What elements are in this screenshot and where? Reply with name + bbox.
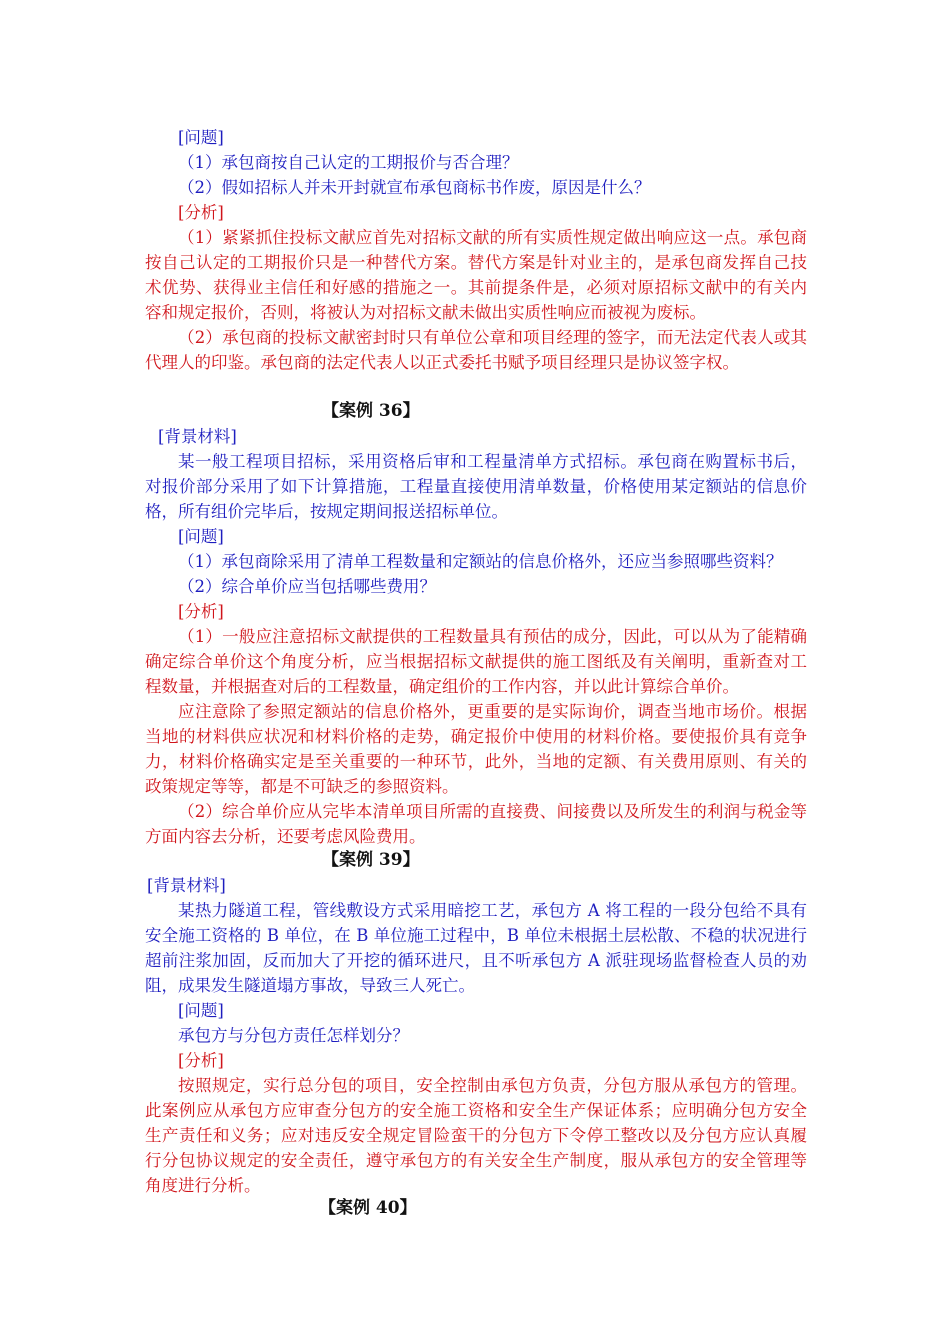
background-line: 超前注浆加固，反而加大了开挖的循环进尺，且不听承包方 A 派驻现场监督检查人员的劝: [145, 951, 807, 970]
case-39-heading: 【案例 39】: [322, 850, 420, 870]
question-2: （2）综合单价应当包括哪些费用？: [178, 577, 436, 596]
question-2: （2）假如招标人并未开封就宣布承包商标书作废，原因是什么？: [178, 178, 651, 197]
analysis-line: 按照规定，实行总分包的项目，安全控制由承包方负责，分包方服从承包方的管理。: [178, 1076, 807, 1095]
analysis-line: 行分包协议规定的安全责任，遵守承包方的有关安全生产制度，服从承包方的安全管理等: [145, 1151, 807, 1170]
analysis-1-line: 按自己认定的工期报价只是一种替代方案。替代方案是针对业主的，是承包商发挥自己技: [145, 253, 807, 272]
analysis-1-line: 术优势、获得业主信任和好感的措施之一。其前提条件是，必须对原招标文献中的有关内: [145, 278, 807, 297]
case-40-heading: 【案例 40】: [319, 1198, 417, 1218]
background-label: [背景材料]: [147, 876, 226, 895]
background-line: 安全施工资格的 B 单位，在 B 单位施工过程中，B 单位未根据土层松散、不稳的状况进行: [145, 926, 807, 945]
analysis-1b-line: 应注意除了参照定额站的信息价格外，更重要的是实际询价，调查当地市场价。根据: [178, 702, 807, 721]
analysis-2-line: （2）综合单价应从完毕本清单项目所需的直接费、间接费以及所发生的利润与税金等: [178, 802, 807, 821]
analysis-line: 此案例应从承包方应审查分包方的安全施工资格和安全生产保证体系；应明确分包方安全: [145, 1101, 807, 1120]
question-1: （1）承包商除采用了清单工程数量和定额站的信息价格外，还应当参照哪些资料？: [178, 552, 783, 571]
background-line: 某一般工程项目招标，采用资格后审和工程量清单方式招标。承包商在购置标书后，: [178, 452, 807, 471]
analysis-1-line: 程数量，并根据查对后的工程数量，确定组价的工作内容，并以此计算综合单价。: [145, 677, 739, 696]
background-label: [背景材料]: [158, 427, 237, 446]
analysis-2-line: 代理人的印鉴。承包商的法定代表人以正式委托书赋予项目经理只是协议签字权。: [145, 353, 739, 372]
analysis-2-line: （2）承包商的投标文献密封时只有单位公章和项目经理的签字，而无法定代表人或其: [178, 328, 807, 347]
question-label: [问题]: [178, 527, 224, 546]
analysis-1-line: （1）一般应注意招标文献提供的工程数量具有预估的成分，因此，可以从为了能精确: [178, 627, 807, 646]
question-label: [问题]: [178, 1001, 224, 1020]
background-line: 阻，成果发生隧道塌方事故，导致三人死亡。: [145, 976, 475, 995]
analysis-1-line: （1）紧紧抓住投标文献应首先对招标文献的所有实质性规定做出响应这一点。承包商: [178, 228, 807, 247]
question-label: [问题]: [178, 128, 224, 147]
analysis-1b-line: 力，材料价格确实定是至关重要的一种环节，此外，当地的定额、有关费用原则、有关的: [145, 752, 807, 771]
analysis-line: 生产责任和义务；应对违反安全规定冒险蛮干的分包方下令停工整改以及分包方应认真履: [145, 1126, 807, 1145]
question-1: （1）承包商按自己认定的工期报价与否合理？: [178, 153, 519, 172]
analysis-1b-line: 政策规定等等，都是不可缺乏的参照资料。: [145, 777, 459, 796]
background-line: 格，所有组价完毕后，按规定期间报送招标单位。: [145, 502, 508, 521]
analysis-1-line: 确定综合单价这个角度分析，应当根据招标文献提供的施工图纸及有关阐明，重新查对工: [145, 652, 807, 671]
background-line: 某热力隧道工程，管线敷设方式采用暗挖工艺，承包方 A 将工程的一段分包给不具有: [178, 901, 807, 920]
analysis-label: [分析]: [178, 203, 224, 222]
analysis-1b-line: 当地的材料供应状况和材料价格的走势，确定报价中使用的材料价格。要使报价具有竞争: [145, 727, 807, 746]
question: 承包方与分包方责任怎样划分？: [178, 1026, 409, 1045]
analysis-label: [分析]: [178, 1051, 224, 1070]
analysis-label: [分析]: [178, 602, 224, 621]
analysis-2-line: 方面内容去分析，还要考虑风险费用。: [145, 827, 426, 846]
case-36-heading: 【案例 36】: [322, 401, 420, 421]
analysis-line: 角度进行分析。: [145, 1176, 261, 1195]
analysis-1-line: 容和规定报价，否则，将被认为对招标文献未做出实质性响应而被视为废标。: [145, 303, 706, 322]
background-line: 对报价部分采用了如下计算措施，工程量直接使用清单数量，价格使用某定额站的信息价: [145, 477, 807, 496]
